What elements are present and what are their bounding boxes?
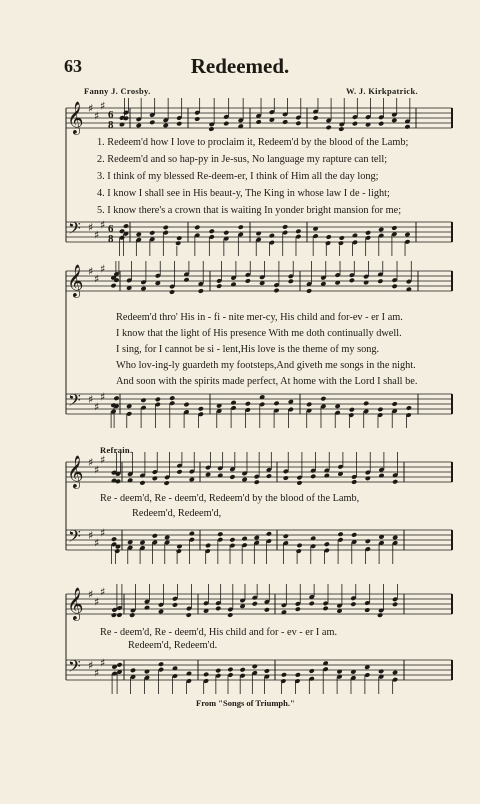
bass-clef: 𝄢 xyxy=(68,656,81,680)
melody-note xyxy=(140,286,146,292)
melody-note xyxy=(164,480,170,486)
bass-note xyxy=(255,231,261,237)
sharp-sign: ♯ xyxy=(88,456,94,469)
sharp-sign: ♯ xyxy=(88,529,94,542)
verse-5-line: 5. I know there's a crown that is waiting In yonder bright mansion for me; xyxy=(97,205,402,216)
verse-3-line-2: I sing, for I cannot be si - lent,His love is the theme of my song. xyxy=(116,344,380,355)
bass-clef: 𝄢 xyxy=(68,390,81,414)
bass-note xyxy=(136,232,142,238)
bass-note xyxy=(295,672,301,678)
bass-note xyxy=(273,401,279,407)
bass-note xyxy=(223,230,229,236)
melody-note xyxy=(176,469,182,475)
bass-note xyxy=(183,402,189,408)
bass-note xyxy=(363,401,369,407)
sharp-sign: ♯ xyxy=(100,453,106,467)
melody-note xyxy=(391,284,397,290)
bass-note xyxy=(198,406,204,412)
melody-note xyxy=(283,475,289,481)
melody-note xyxy=(391,118,397,124)
bass-note xyxy=(140,397,146,403)
melody-note xyxy=(223,121,229,127)
bass-note xyxy=(152,533,158,539)
verse-1-line-2: Redeem'd thro' His in - fi - nite mer-cy, His child and for-ev - er I am. xyxy=(116,312,403,323)
bass-note xyxy=(266,531,272,537)
melody-note xyxy=(377,278,383,284)
melody-note xyxy=(227,612,233,618)
melody-note xyxy=(306,288,312,294)
bass-note xyxy=(155,397,161,403)
melody-note xyxy=(217,473,223,479)
melody-note xyxy=(241,477,247,483)
lyricist-credit: Fanny J. Crosby. xyxy=(84,86,151,96)
melody-note xyxy=(111,612,117,618)
melody-note xyxy=(350,601,356,607)
melody-note xyxy=(158,609,164,615)
verse-2-line: 2. Redeem'd and so hap-py in Je-sus, No language my rapture can tell; xyxy=(97,154,388,165)
sharp-sign: ♯ xyxy=(94,595,100,609)
source-credit: From "Songs of Triumph." xyxy=(196,698,295,708)
melody-note xyxy=(205,472,211,478)
verse-3-line: 3. I think of my blessed Re-deem-er, I think of Him all the day long; xyxy=(97,171,379,182)
sharp-sign: ♯ xyxy=(100,585,106,599)
melody-note xyxy=(378,473,384,479)
melody-note xyxy=(365,476,371,482)
bass-note xyxy=(269,233,275,239)
bass-note xyxy=(130,668,136,674)
time-signature: 6 xyxy=(108,109,114,121)
bass-note xyxy=(337,531,343,537)
bass-note xyxy=(281,672,287,678)
treble-clef: 𝄞 xyxy=(67,264,84,297)
bass-note xyxy=(352,233,358,239)
bass-note xyxy=(189,531,195,537)
sharp-sign: ♯ xyxy=(94,272,100,286)
sharp-sign: ♯ xyxy=(94,666,100,680)
bass-note xyxy=(186,671,192,677)
verse-1-line: 1. Redeem'd how I love to proclaim it, Redeem'd by the blood of the Lamb; xyxy=(97,137,409,148)
bass-note xyxy=(392,670,398,676)
bass-note xyxy=(217,531,223,537)
bass-note xyxy=(338,240,344,246)
melody-note xyxy=(129,612,135,618)
melody-note xyxy=(169,289,175,295)
bass-note xyxy=(296,548,302,554)
refrain-line-2: Re - deem'd, Re - deem'd, His child and for - ev - er I am. xyxy=(100,627,338,638)
bass-note xyxy=(282,224,288,230)
melody-note xyxy=(295,121,301,127)
melody-note xyxy=(296,480,302,486)
bass-note xyxy=(295,229,301,235)
melody-note xyxy=(215,606,221,612)
refrain-line-2-bass: Redeem'd, Redeem'd. xyxy=(128,640,218,651)
melody-note xyxy=(322,606,328,612)
melody-note xyxy=(310,474,316,480)
bass-note xyxy=(365,538,371,544)
bass-note xyxy=(205,543,211,549)
bass-note xyxy=(163,225,169,231)
bass-note xyxy=(175,240,181,246)
sharp-sign: ♯ xyxy=(88,588,94,601)
sharp-sign: ♯ xyxy=(94,536,100,550)
bass-note xyxy=(254,535,260,541)
melody-note xyxy=(254,479,260,485)
bass-clef: 𝄢 xyxy=(68,526,81,550)
bass-note xyxy=(392,535,398,541)
melody-note xyxy=(363,280,369,286)
bass-note xyxy=(252,664,258,670)
sharp-sign: ♯ xyxy=(88,393,94,406)
refrain-line-1: Re - deem'd, Re - deem'd, Redeem'd by the blood of the Lamb, xyxy=(100,493,360,504)
bass-note xyxy=(139,540,145,546)
melody-note xyxy=(324,473,330,479)
bass-note xyxy=(194,225,200,231)
melody-note xyxy=(377,612,383,618)
sharp-sign: ♯ xyxy=(94,463,100,477)
bass-note xyxy=(306,402,312,408)
melody-note xyxy=(295,606,301,612)
melody-note xyxy=(264,607,270,613)
time-signature: 6 xyxy=(108,223,114,235)
bass-note xyxy=(264,668,270,674)
bass-note xyxy=(326,234,332,240)
melody-note xyxy=(189,477,195,483)
bass-note xyxy=(238,224,244,230)
bass-note xyxy=(404,232,410,238)
bass-note xyxy=(123,223,129,229)
melody-note xyxy=(172,602,178,608)
bass-note xyxy=(245,401,251,407)
melody-note xyxy=(208,126,214,132)
melody-note xyxy=(186,612,192,618)
bass-note xyxy=(169,395,175,401)
melody-note xyxy=(273,288,279,294)
bass-note xyxy=(176,544,182,550)
hymn-title: Redeemed. xyxy=(190,54,290,78)
verse-4-line: 4. I know I shall see in His beaut-y, The King in whose law I de - light; xyxy=(97,188,390,199)
melody-note xyxy=(349,278,355,284)
composer-credit: W. J. Kirkpatrick. xyxy=(346,86,418,96)
bass-note xyxy=(391,401,397,407)
melody-note xyxy=(338,126,344,132)
time-signature: 8 xyxy=(108,119,114,131)
sharp-sign: ♯ xyxy=(100,99,106,113)
sharp-sign: ♯ xyxy=(88,265,94,278)
melody-note xyxy=(163,123,169,129)
melody-note xyxy=(392,602,398,608)
bass-note xyxy=(209,228,215,234)
refrain-heading: Refrain. xyxy=(100,445,133,455)
sharp-sign: ♯ xyxy=(94,109,100,123)
melody-note xyxy=(139,480,145,486)
verse-2-line-2: I know that the light of His presence With me doth continually dwell. xyxy=(116,328,402,339)
bass-note xyxy=(149,230,155,236)
melody-note xyxy=(176,121,182,127)
bass-note xyxy=(320,396,326,402)
bass-note xyxy=(377,407,383,413)
sharp-sign: ♯ xyxy=(88,659,94,672)
bass-note xyxy=(227,667,233,673)
melody-note xyxy=(266,473,272,479)
bass-note xyxy=(241,536,247,542)
melody-note xyxy=(255,119,261,125)
sharp-sign: ♯ xyxy=(100,218,106,232)
treble-clef: 𝄞 xyxy=(67,455,84,488)
bass-note xyxy=(203,672,209,678)
bass-note xyxy=(325,240,331,246)
bass-note xyxy=(378,669,384,675)
bass-note xyxy=(230,400,236,406)
bass-note xyxy=(113,395,119,401)
melody-note xyxy=(144,605,150,611)
bass-note xyxy=(229,537,235,543)
melody-note xyxy=(216,283,222,289)
bass-note xyxy=(351,532,357,538)
refrain-line-1-bass: Redeem'd, Redeem'd, xyxy=(132,508,222,519)
melody-note xyxy=(116,612,122,618)
bass-note xyxy=(283,533,289,539)
melody-note xyxy=(110,283,116,289)
bass-note xyxy=(176,235,182,241)
bass-note xyxy=(296,543,302,549)
sharp-sign: ♯ xyxy=(88,102,94,115)
melody-note xyxy=(194,116,200,122)
sharp-sign: ♯ xyxy=(94,400,100,414)
bass-note xyxy=(378,227,384,233)
melody-note xyxy=(364,607,370,613)
melody-note xyxy=(378,121,384,127)
melody-note xyxy=(309,601,315,607)
melody-note xyxy=(149,120,155,126)
bass-note xyxy=(116,662,122,668)
bass-note xyxy=(215,668,221,674)
treble-clef: 𝄞 xyxy=(67,101,84,134)
bass-clef: 𝄢 xyxy=(68,218,81,242)
melody-note xyxy=(282,119,288,125)
melody-note xyxy=(326,125,332,131)
melody-note xyxy=(183,277,189,283)
sharp-sign: ♯ xyxy=(100,526,106,540)
melody-note xyxy=(404,124,410,130)
verse-4-line-2: Who lov-ing-ly guardeth my footsteps,And giveth me songs in the night. xyxy=(116,360,416,371)
bass-note xyxy=(365,230,371,236)
melody-note xyxy=(152,476,158,482)
bass-note xyxy=(239,667,245,673)
sharp-sign: ♯ xyxy=(100,262,106,276)
bass-note xyxy=(391,225,397,231)
page-number: 63 xyxy=(64,56,82,76)
melody-note xyxy=(229,474,235,480)
bass-note xyxy=(349,407,355,413)
melody-note xyxy=(245,278,251,284)
sharp-sign: ♯ xyxy=(100,390,106,404)
melody-note xyxy=(136,123,142,129)
sharp-sign: ♯ xyxy=(94,228,100,242)
treble-clef: 𝄞 xyxy=(67,587,84,620)
bass-note xyxy=(309,668,315,674)
melody-note xyxy=(312,115,318,121)
bass-note xyxy=(324,541,330,547)
bass-note xyxy=(339,235,345,241)
melody-note xyxy=(288,279,294,285)
sharp-sign: ♯ xyxy=(100,656,106,670)
bass-note xyxy=(406,405,412,411)
melody-note xyxy=(352,121,358,127)
melody-note xyxy=(252,601,258,607)
verse-5-line-2: And soon with the spirits made perfect, At home with the Lord I shall be. xyxy=(116,376,418,387)
bass-note xyxy=(111,536,117,542)
bass-note xyxy=(176,548,182,554)
sharp-sign: ♯ xyxy=(88,221,94,234)
bass-note xyxy=(114,548,120,554)
melody-note xyxy=(392,479,398,485)
melody-note xyxy=(198,288,204,294)
bass-note xyxy=(158,661,164,667)
melody-note xyxy=(351,479,357,485)
time-signature: 8 xyxy=(108,233,114,245)
bass-note xyxy=(164,535,170,541)
